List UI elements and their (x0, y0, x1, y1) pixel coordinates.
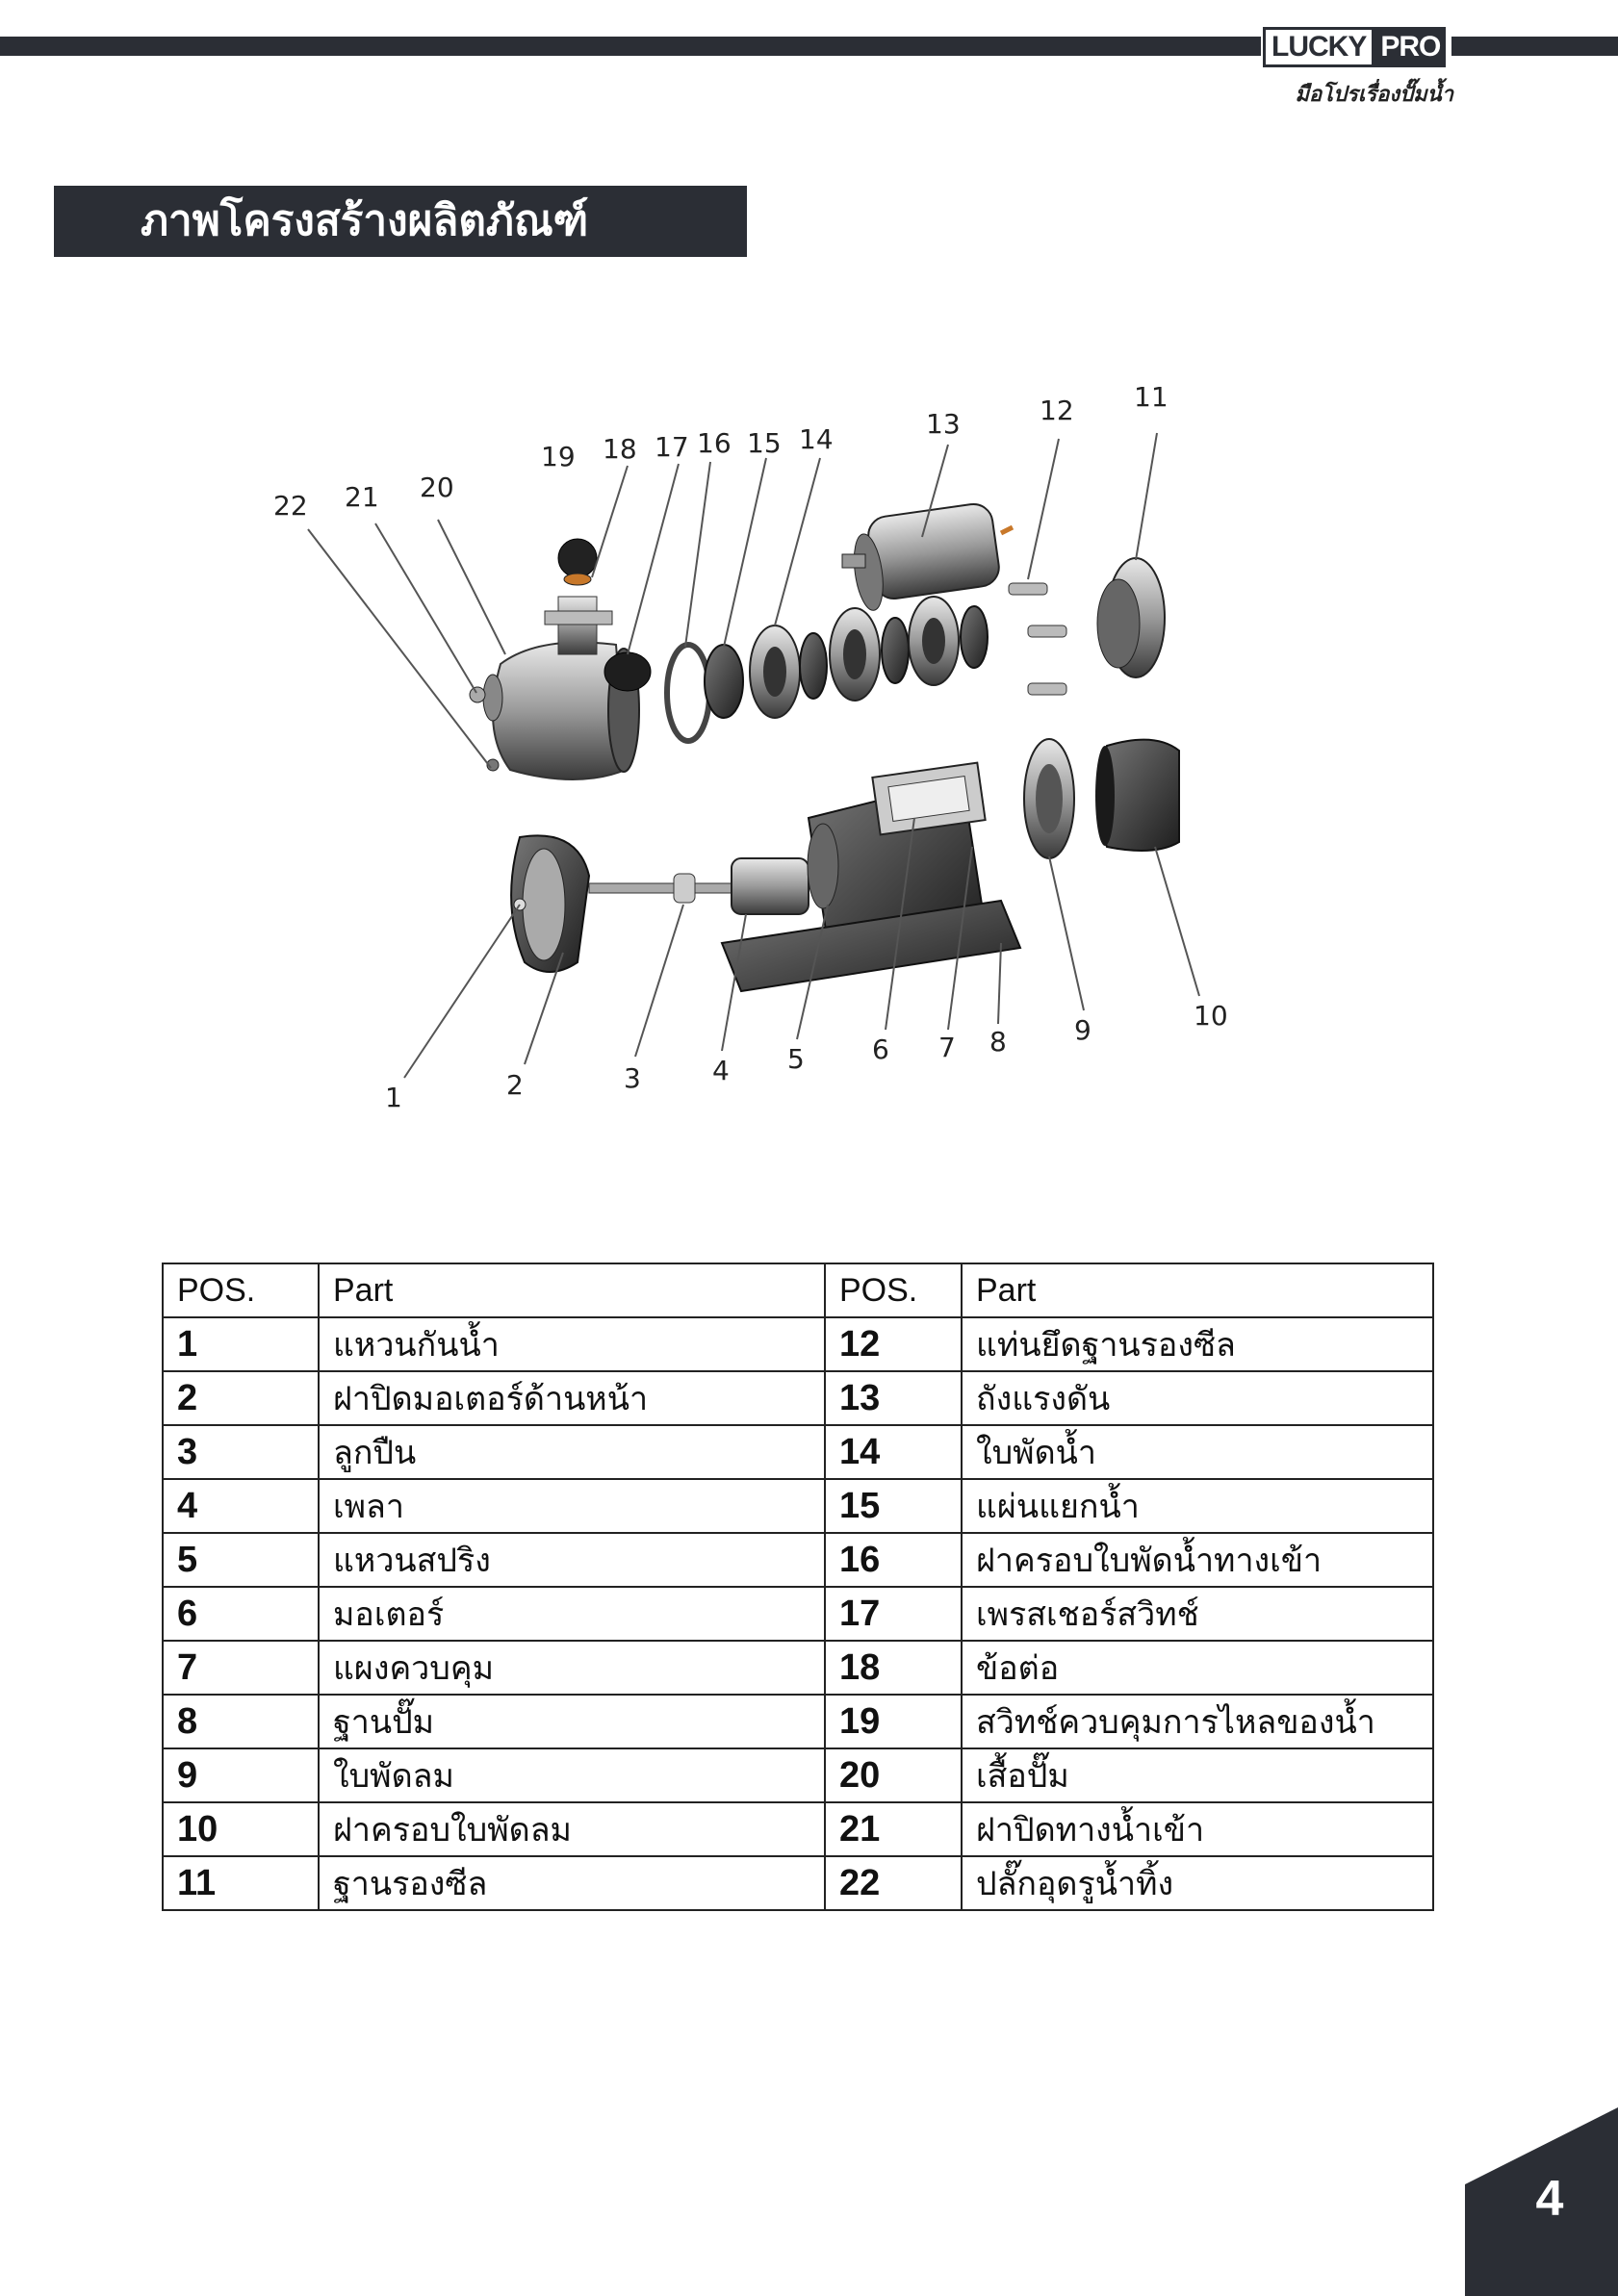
callout-20: 20 (420, 472, 454, 503)
callout-labels (273, 381, 1228, 1113)
part-pos: 16 (825, 1533, 962, 1587)
callout-11: 11 (1134, 381, 1169, 413)
header-part-2: Part (962, 1263, 1433, 1317)
part-name: แหวนสปริง (319, 1533, 825, 1587)
part-pos: 12 (825, 1317, 962, 1371)
table-row (163, 1425, 1433, 1479)
brand-tagline: มือโปรเรื่องปั๊มน้ำ (1295, 83, 1453, 107)
section-title: ภาพโครงสร้างผลิตภัณฑ์ (54, 186, 747, 257)
part-pos: 1 (163, 1317, 319, 1371)
part-pos: 21 (825, 1802, 962, 1856)
table-header-row (163, 1263, 1433, 1317)
callout-19: 19 (541, 441, 576, 472)
callout-22: 22 (273, 490, 308, 522)
callout-5: 5 (787, 1043, 805, 1075)
part-name: แผ่นแยกน้ำ (962, 1479, 1433, 1533)
part-name: ฝาปิดทางน้ำเข้า (962, 1802, 1433, 1856)
part-pos: 9 (163, 1748, 319, 1802)
table-row (163, 1479, 1433, 1533)
part-name: ลูกปืน (319, 1425, 825, 1479)
table-row (163, 1587, 1433, 1641)
table-row (163, 1641, 1433, 1695)
logo-pro: PRO (1374, 27, 1446, 67)
part-pos: 17 (825, 1587, 962, 1641)
part-name: ถังแรงดัน (962, 1371, 1433, 1425)
part-name: สวิทช์ควบคุมการไหลของน้ำ (962, 1695, 1433, 1748)
table-row (163, 1748, 1433, 1802)
part-pos: 6 (163, 1587, 319, 1641)
callout-6: 6 (872, 1033, 889, 1065)
part-name: แผงควบคุม (319, 1641, 825, 1695)
front-motor-cover (511, 835, 589, 972)
logo-lucky: LUCKY (1263, 27, 1374, 67)
part-name: ฝาปิดมอเตอร์ด้านหน้า (319, 1371, 825, 1425)
part-pos: 19 (825, 1695, 962, 1748)
callout-2: 2 (506, 1069, 524, 1101)
callout-12: 12 (1040, 395, 1074, 426)
part-name: ใบพัดลม (319, 1748, 825, 1802)
callout-3: 3 (624, 1062, 641, 1094)
part-pos: 15 (825, 1479, 962, 1533)
callout-9: 9 (1074, 1014, 1092, 1046)
part-pos: 5 (163, 1533, 319, 1587)
part-name: ฐานปั๊ม (319, 1695, 825, 1748)
callout-21: 21 (345, 481, 379, 513)
callout-13: 13 (926, 408, 961, 440)
seal-base (1009, 558, 1165, 695)
impeller-stack (667, 597, 988, 741)
part-name: ข้อต่อ (962, 1641, 1433, 1695)
part-name: แท่นยึดฐานรองซีล (962, 1317, 1433, 1371)
callout-17: 17 (655, 431, 689, 463)
header-rule-right (1451, 37, 1618, 56)
part-name: ฐานรองซีล (319, 1856, 825, 1910)
callout-4: 4 (712, 1055, 730, 1086)
part-name: เพลา (319, 1479, 825, 1533)
callout-8: 8 (989, 1026, 1007, 1058)
table-row (163, 1856, 1433, 1910)
part-pos: 18 (825, 1641, 962, 1695)
part-name: ปลั๊กอุดรูน้ำทิ้ง (962, 1856, 1433, 1910)
header-pos-2: POS. (825, 1263, 962, 1317)
part-name: ใบพัดน้ำ (962, 1425, 1433, 1479)
parts-table-body (163, 1317, 1433, 1910)
callout-16: 16 (697, 427, 732, 459)
header-pos: POS. (163, 1263, 319, 1317)
part-pos: 2 (163, 1371, 319, 1425)
part-pos: 13 (825, 1371, 962, 1425)
parts-table (162, 1263, 1434, 1911)
callout-7: 7 (938, 1032, 956, 1063)
exploded-pump-diagram (0, 366, 1618, 1155)
part-name: เสื้อปั๊ม (962, 1748, 1433, 1802)
part-pos: 4 (163, 1479, 319, 1533)
table-row (163, 1317, 1433, 1371)
part-name: เพรสเชอร์สวิทช์ (962, 1587, 1433, 1641)
part-pos: 8 (163, 1695, 319, 1748)
part-pos: 3 (163, 1425, 319, 1479)
callout-14: 14 (799, 423, 834, 455)
part-pos: 7 (163, 1641, 319, 1695)
table-row (163, 1533, 1433, 1587)
header-part: Part (319, 1263, 825, 1317)
header-rule-left (0, 37, 1261, 56)
callout-15: 15 (747, 427, 782, 459)
part-pos: 10 (163, 1802, 319, 1856)
page-number: 4 (1535, 2171, 1564, 2227)
part-pos: 22 (825, 1856, 962, 1910)
shaft (589, 858, 809, 914)
part-name: แหวนกันน้ำ (319, 1317, 825, 1371)
callout-1: 1 (385, 1082, 402, 1113)
part-pos: 11 (163, 1856, 319, 1910)
part-name: ฝาครอบใบพัดน้ำทางเข้า (962, 1533, 1433, 1587)
table-row (163, 1695, 1433, 1748)
fan-and-cover (1024, 739, 1179, 858)
table-row (163, 1371, 1433, 1425)
part-name: มอเตอร์ (319, 1587, 825, 1641)
table-row (163, 1802, 1433, 1856)
part-pos: 20 (825, 1748, 962, 1802)
callout-10: 10 (1194, 1000, 1228, 1032)
callout-18: 18 (603, 433, 637, 465)
part-pos: 14 (825, 1425, 962, 1479)
part-name: ฝาครอบใบพัดลม (319, 1802, 825, 1856)
brand-logo (1263, 27, 1450, 67)
